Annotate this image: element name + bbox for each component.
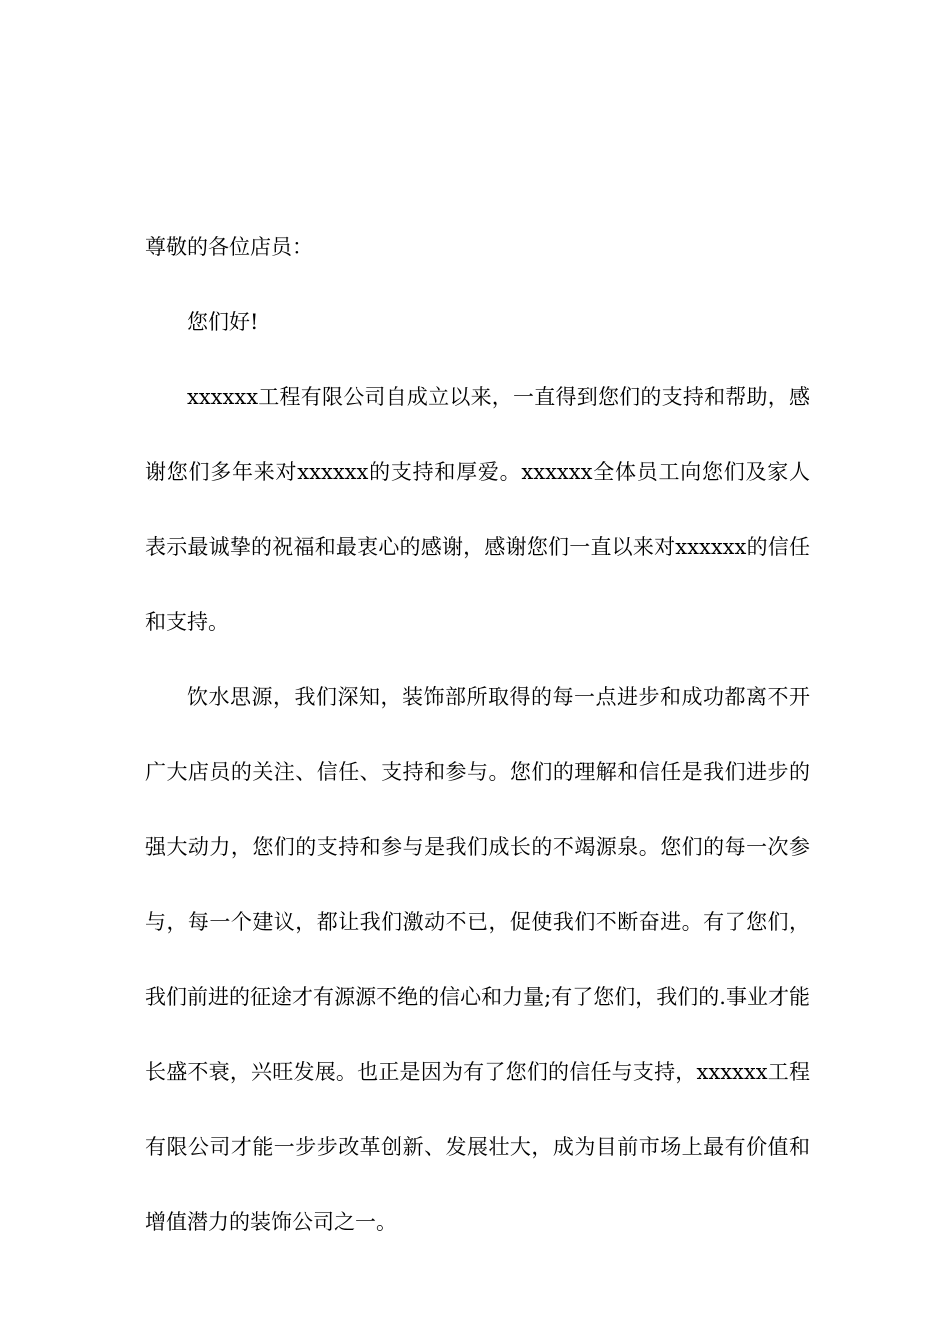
- letter-body: [145, 210, 810, 1260]
- letter-greeting: 您们好!: [187, 310, 259, 334]
- letter-salutation: 尊敬的各位店员：: [145, 235, 313, 259]
- letter-paragraph-2: 饮水思源，我们深知，装饰部所取得的每一点进步和成功都离不开广大店员的关注、信任、支持和参与。您们的理解和信任是我们进步的强大动力，您们的支持和参与是我们成长的不竭源泉。您们的每一次参与，每一个建议，都让我们激动不已，促使我们不断奋进。有了您们，我们前进的征途才有源源不绝的信心和力量;有了您们，我们的.事业才能长盛不衰，兴旺发展。也正是因为有了您们的信任与支持，xxxxxx工程有限公司才能一步步改革创新、发展壮大，成为目前市场上最有价值和增值潜力的装饰公司之一。: [145, 685, 810, 1234]
- letter-paragraph-1: xxxxxx工程有限公司自成立以来，一直得到您们的支持和帮助，感谢您们多年来对xxxxxx的支持和厚爱。xxxxxx全体员工向您们及家人表示最诚挚的祝福和最衷心的感谢，感谢您们一直以来对xxxxxx的信任和支持。: [145, 385, 810, 634]
